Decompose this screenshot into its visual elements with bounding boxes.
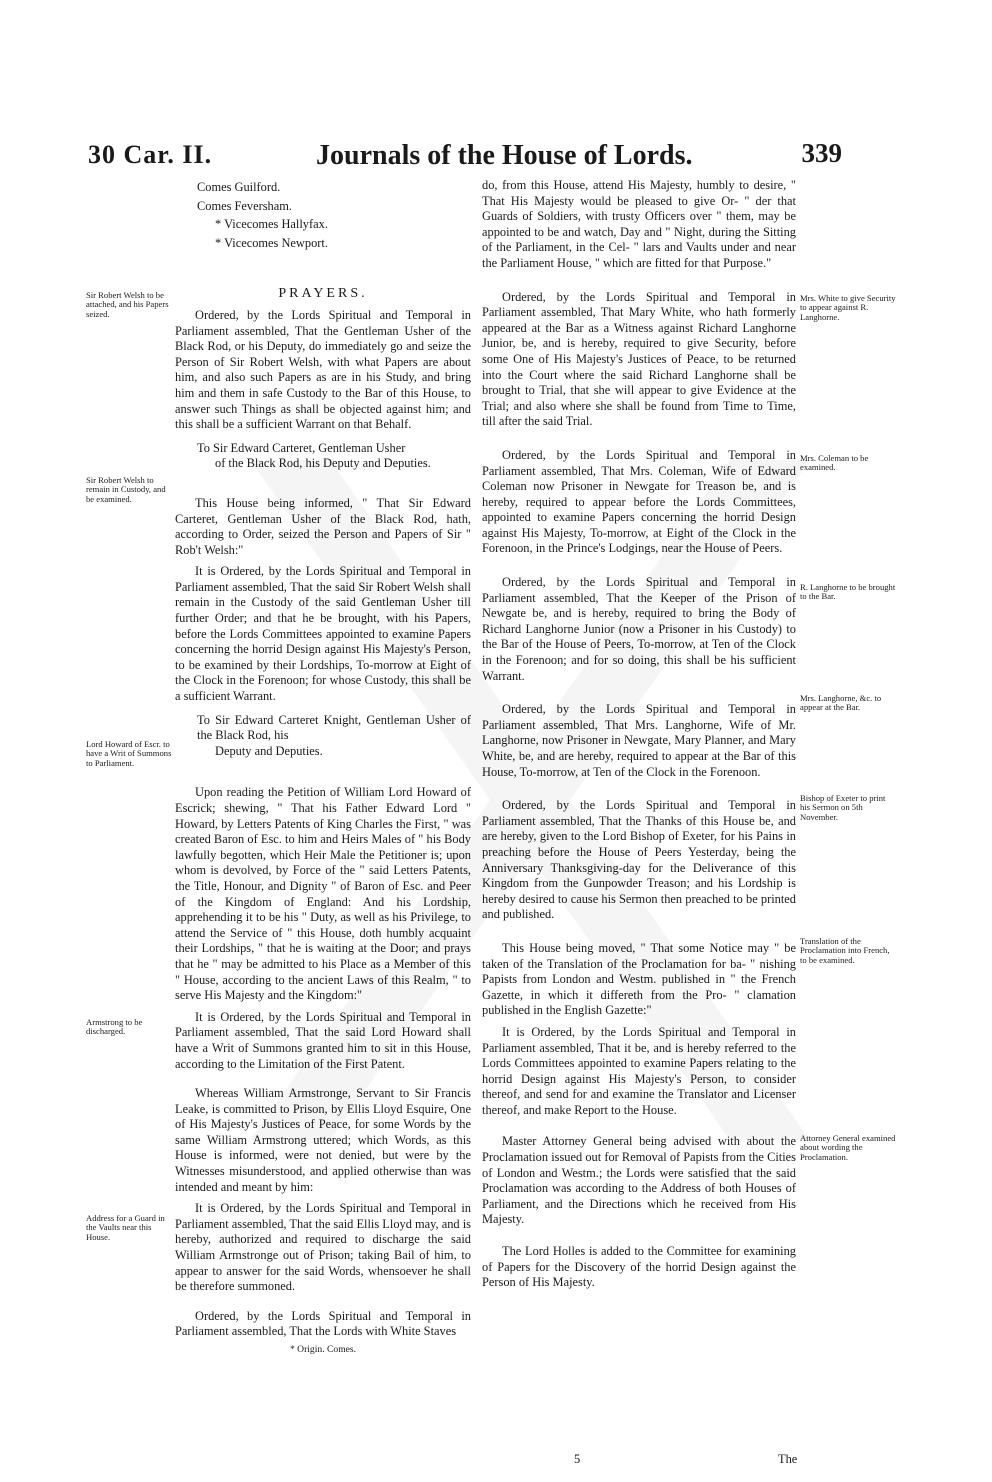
- address-line: of the Black Rod, his Deputy and Deputies.: [215, 456, 431, 471]
- order-paragraph: It is Ordered, by the Lords Spiritual and Temporal in Parliament assembled, That the said Lord Howard shall have a Writ of Summons granted him to sit in this House, according to the Limitation of the First Patent.: [175, 1009, 471, 1071]
- order-paragraph: Ordered, by the Lords Spiritual and Temporal in Parliament assembled, That Mrs. Langhorne, Wife of Mr. Langhorne, now Prisoner in Newgate, Mary Planner, and Mary White, be, and are hereby, required to appear at the Bar of this House, To-morrow, at Ten of the Clock in the Forenoon.: [482, 702, 796, 779]
- attendance-entry: * Vicecomes Hallyfax.: [215, 217, 328, 232]
- order-paragraph: Ordered, by the Lords Spiritual and Temporal in Parliament assembled, That Mrs. Coleman, Wife of Edward Coleman now Prisoner in Newgate for Treason be, and is hereby, required to appear before the Lords Committees, appointed to examine Papers concerning the horrid Design against His Majesty, To-morrow, at Eight of the Clock in the Forenoon, in the Prince's Lodgings, near the House of Peers.: [482, 447, 796, 556]
- page-header: [88, 136, 842, 184]
- margin-note: Mrs. Coleman to be examined.: [800, 453, 869, 473]
- margin-note: Sir Robert Welsh to be attached, and his Papers seized.: [86, 290, 169, 319]
- margin-note: Sir Robert Welsh to remain in Custody, and be examined.: [86, 475, 166, 504]
- address-line: To Sir Edward Carteret, Gentleman Usher: [197, 440, 406, 455]
- margin-note: Armstrong to be discharged.: [86, 1017, 143, 1037]
- order-paragraph: Ordered, by the Lords Spiritual and Temporal in Parliament assembled, That the Thanks of this House be, and are hereby, given to the Lord Bishop of Exeter, for his Pains in preaching before the House of Peers Yesterday, being the Anniversary Thanksgiving-day for the Deliverance of this Kingdom from the Gunpowder Treason; and his Lordship is hereby desired to cause his Sermon then preached to be printed and published.: [482, 798, 796, 922]
- margin-note: Translation of the Proclamation into French, to be examined.: [800, 936, 890, 965]
- address-line: To Sir Edward Carteret Knight, Gentleman Usher of the Black Rod, his: [197, 712, 471, 743]
- order-paragraph: The Lord Holles is added to the Committee for examining of Papers for the Discovery of the horrid Design against the Person of His Majesty.: [482, 1244, 796, 1290]
- margin-note: R. Langhorne to be brought to the Bar.: [800, 582, 896, 602]
- order-paragraph: This House being informed, " That Sir Edward Carteret, Gentleman Usher of the Black Rod, hath, according to Order, seized the Person and Papers of Sir " Rob't Welsh:": [175, 495, 471, 557]
- attendance-entry: * Vicecomes Newport.: [215, 235, 328, 250]
- margin-note: Bishop of Exeter to print his Sermon on 5th November.: [800, 793, 886, 822]
- order-paragraph: Ordered, by the Lords Spiritual and Temporal in Parliament assembled, That the Lords with White Staves: [175, 1308, 471, 1339]
- order-paragraph: Ordered, by the Lords Spiritual and Temporal in Parliament assembled, That the Gentleman Usher of the Black Rod, or his Deputy, do immediately go and seize the Person of Sir Robert Welsh, with what Papers are about him, and also such Papers as are in his Study, and bring him and them in safe Custody to the Bar of this House, to answer such Things as shall be objected against him; and this shall be a sufficient Warrant on that Behalf.: [175, 307, 471, 432]
- right-column: [482, 178, 796, 1291]
- order-paragraph: It is Ordered, by the Lords Spiritual and Temporal in Parliament assembled, That it be, and is hereby referred to the Lords Committees appointed to examine Papers relating to the horrid Design against His Majesty's Person, to consider thereof, and send for and examine the Translator and Licenser thereof, and make Report to the House.: [482, 1024, 796, 1117]
- order-paragraph: Ordered, by the Lords Spiritual and Temporal in Parliament assembled, That the Keeper of the Prison of Newgate be, and is hereby, required to bring the Body of Richard Langhorne Junior (now a Prisoner in his Custody) to the Bar of the House of Peers, To-morrow, at Ten of the Clock in the Forenoon; and for so doing, this shall be his sufficient Warrant.: [482, 575, 796, 683]
- warrant-address: [197, 713, 471, 760]
- margin-note: Address for a Guard in the Vaults near this House.: [86, 1213, 165, 1242]
- order-paragraph: This House being moved, " That some Notice may " be taken of the Translation of the Proclamation for ba- " nishing Papists from London and Westm. published in " the French Gazette, in which it differeth from the Pro- " clamation published in the English Gazette:": [482, 940, 796, 1018]
- address-line: Deputy and Deputies.: [215, 743, 323, 758]
- order-paragraph: It is Ordered, by the Lords Spiritual and Temporal in Parliament assembled, That the said Ellis Lloyd may, and is hereby, authorized and required to discharge the said William Armstronge out of Prison; taking Bail of him, to appear to answer for the said Words, whensoever he shall be therefore summoned.: [175, 1201, 471, 1294]
- order-paragraph: Whereas William Armstronge, Servant to Sir Francis Leake, is committed to Prison, by Ellis Lloyd Esquire, One of His Majesty's Justices of Peace, for some Words by the same William Armstrong uttered; which Words, as this House is informed, were not denied, but were by the Witnesses misunderstood, and applied otherwise than was intended and meant by him:: [175, 1086, 471, 1194]
- journal-title: Journals of the House of Lords.: [316, 140, 693, 171]
- margin-note: Attorney General examined about wording the Proclamation.: [800, 1133, 896, 1162]
- margin-note: Mrs. Langhorne, &c. to appear at the Bar.: [800, 693, 882, 713]
- order-paragraph: It is Ordered, by the Lords Spiritual and Temporal in Parliament assembled, That the said Sir Robert Welsh shall remain in the Custody of the said Gentleman Usher till further Order; and that he be brought, with his Papers, before the Lords Committees appointed to examine Papers concerning the horrid Design against His Majesty's Person, to be examined by their Lordships, To-morrow at Eight of the Clock in the Forenoon; for whose Custody, this shall be a sufficient Warrant.: [175, 564, 471, 704]
- catchword: The: [778, 1452, 798, 1466]
- warrant-address: [197, 441, 471, 472]
- left-column: [175, 178, 471, 1358]
- margin-note: Lord Howard of Escr. to have a Writ of Summons to Parliament.: [86, 739, 172, 768]
- attendance-entry: Comes Feversham.: [197, 198, 292, 213]
- attendance-entry: Comes Guilford.: [197, 180, 281, 194]
- signature-mark: 5: [574, 1452, 581, 1466]
- order-paragraph: Master Attorney General being advised with about the Proclamation issued out for Removal of Papists from the Cities of London and Westm.; the Lords were satisfied that the said Proclamation was according to the Address of both Houses of Parliament, and the Directions which he received from His Majesty.: [482, 1134, 796, 1227]
- order-paragraph: do, from this House, attend His Majesty, humbly to desire, " That His Majesty would be pleased to give Or- " der that Guards of Soldiers, with trusty Officers over " them, may be appointed to be and watch, Day and " Night, during the Sitting of the Parliament, in the Cel- " lars and Vaults under and near the Parliament House, " which are fitted for that Purpose.": [482, 178, 796, 270]
- petition-paragraph: Upon reading the Petition of William Lord Howard of Escrick; shewing, " That his Father Edward Lord " Howard, by Letters Patents of King Charles the First, " was created Baron of Esc. to him and Heirs Males of " his Body lawfully begotten, which Heir Male the Petitioner is; upon whom is devolved, by Force of the " said Letters Patents, the Title, Honour, and Dignity " of Baron of Esc. and Peer of the Kingdom of England: And his Lordship, apprehending it to be his " Duty, as well as his Privilege, to attend the Service of " this House, doth humbly acquaint their Lordships, " that he is waiting at the Door; and prays that he " may be admitted to his Place as a Member of this " House, according to the ancient Laws of this Realm, " to serve His Majesty and the Kingdom:": [175, 785, 471, 1003]
- order-paragraph: Ordered, by the Lords Spiritual and Temporal in Parliament assembled, That Mary White, who hath formerly appeared at the Bar as a Witness against Richard Langhorne Junior, be, and is hereby, required to give Security, before some One of His Majesty's Justices of Peace, to be returned into the Court where the said Richard Langhorne shall be brought to Trial, that she will appear to give Evidence at the Trial; and also where she shall be found from Time to Time, till after the said Trial.: [482, 289, 796, 429]
- prayers-heading: PRAYERS.: [278, 286, 368, 302]
- page-number: 339: [801, 138, 842, 168]
- footnote: * Origin. Comes.: [289, 1344, 357, 1355]
- margin-note: Mrs. White to give Security to appear against R. Langhorne.: [800, 293, 896, 322]
- attendance-list: [197, 178, 471, 252]
- regnal-year: 30 Car. II.: [88, 140, 213, 169]
